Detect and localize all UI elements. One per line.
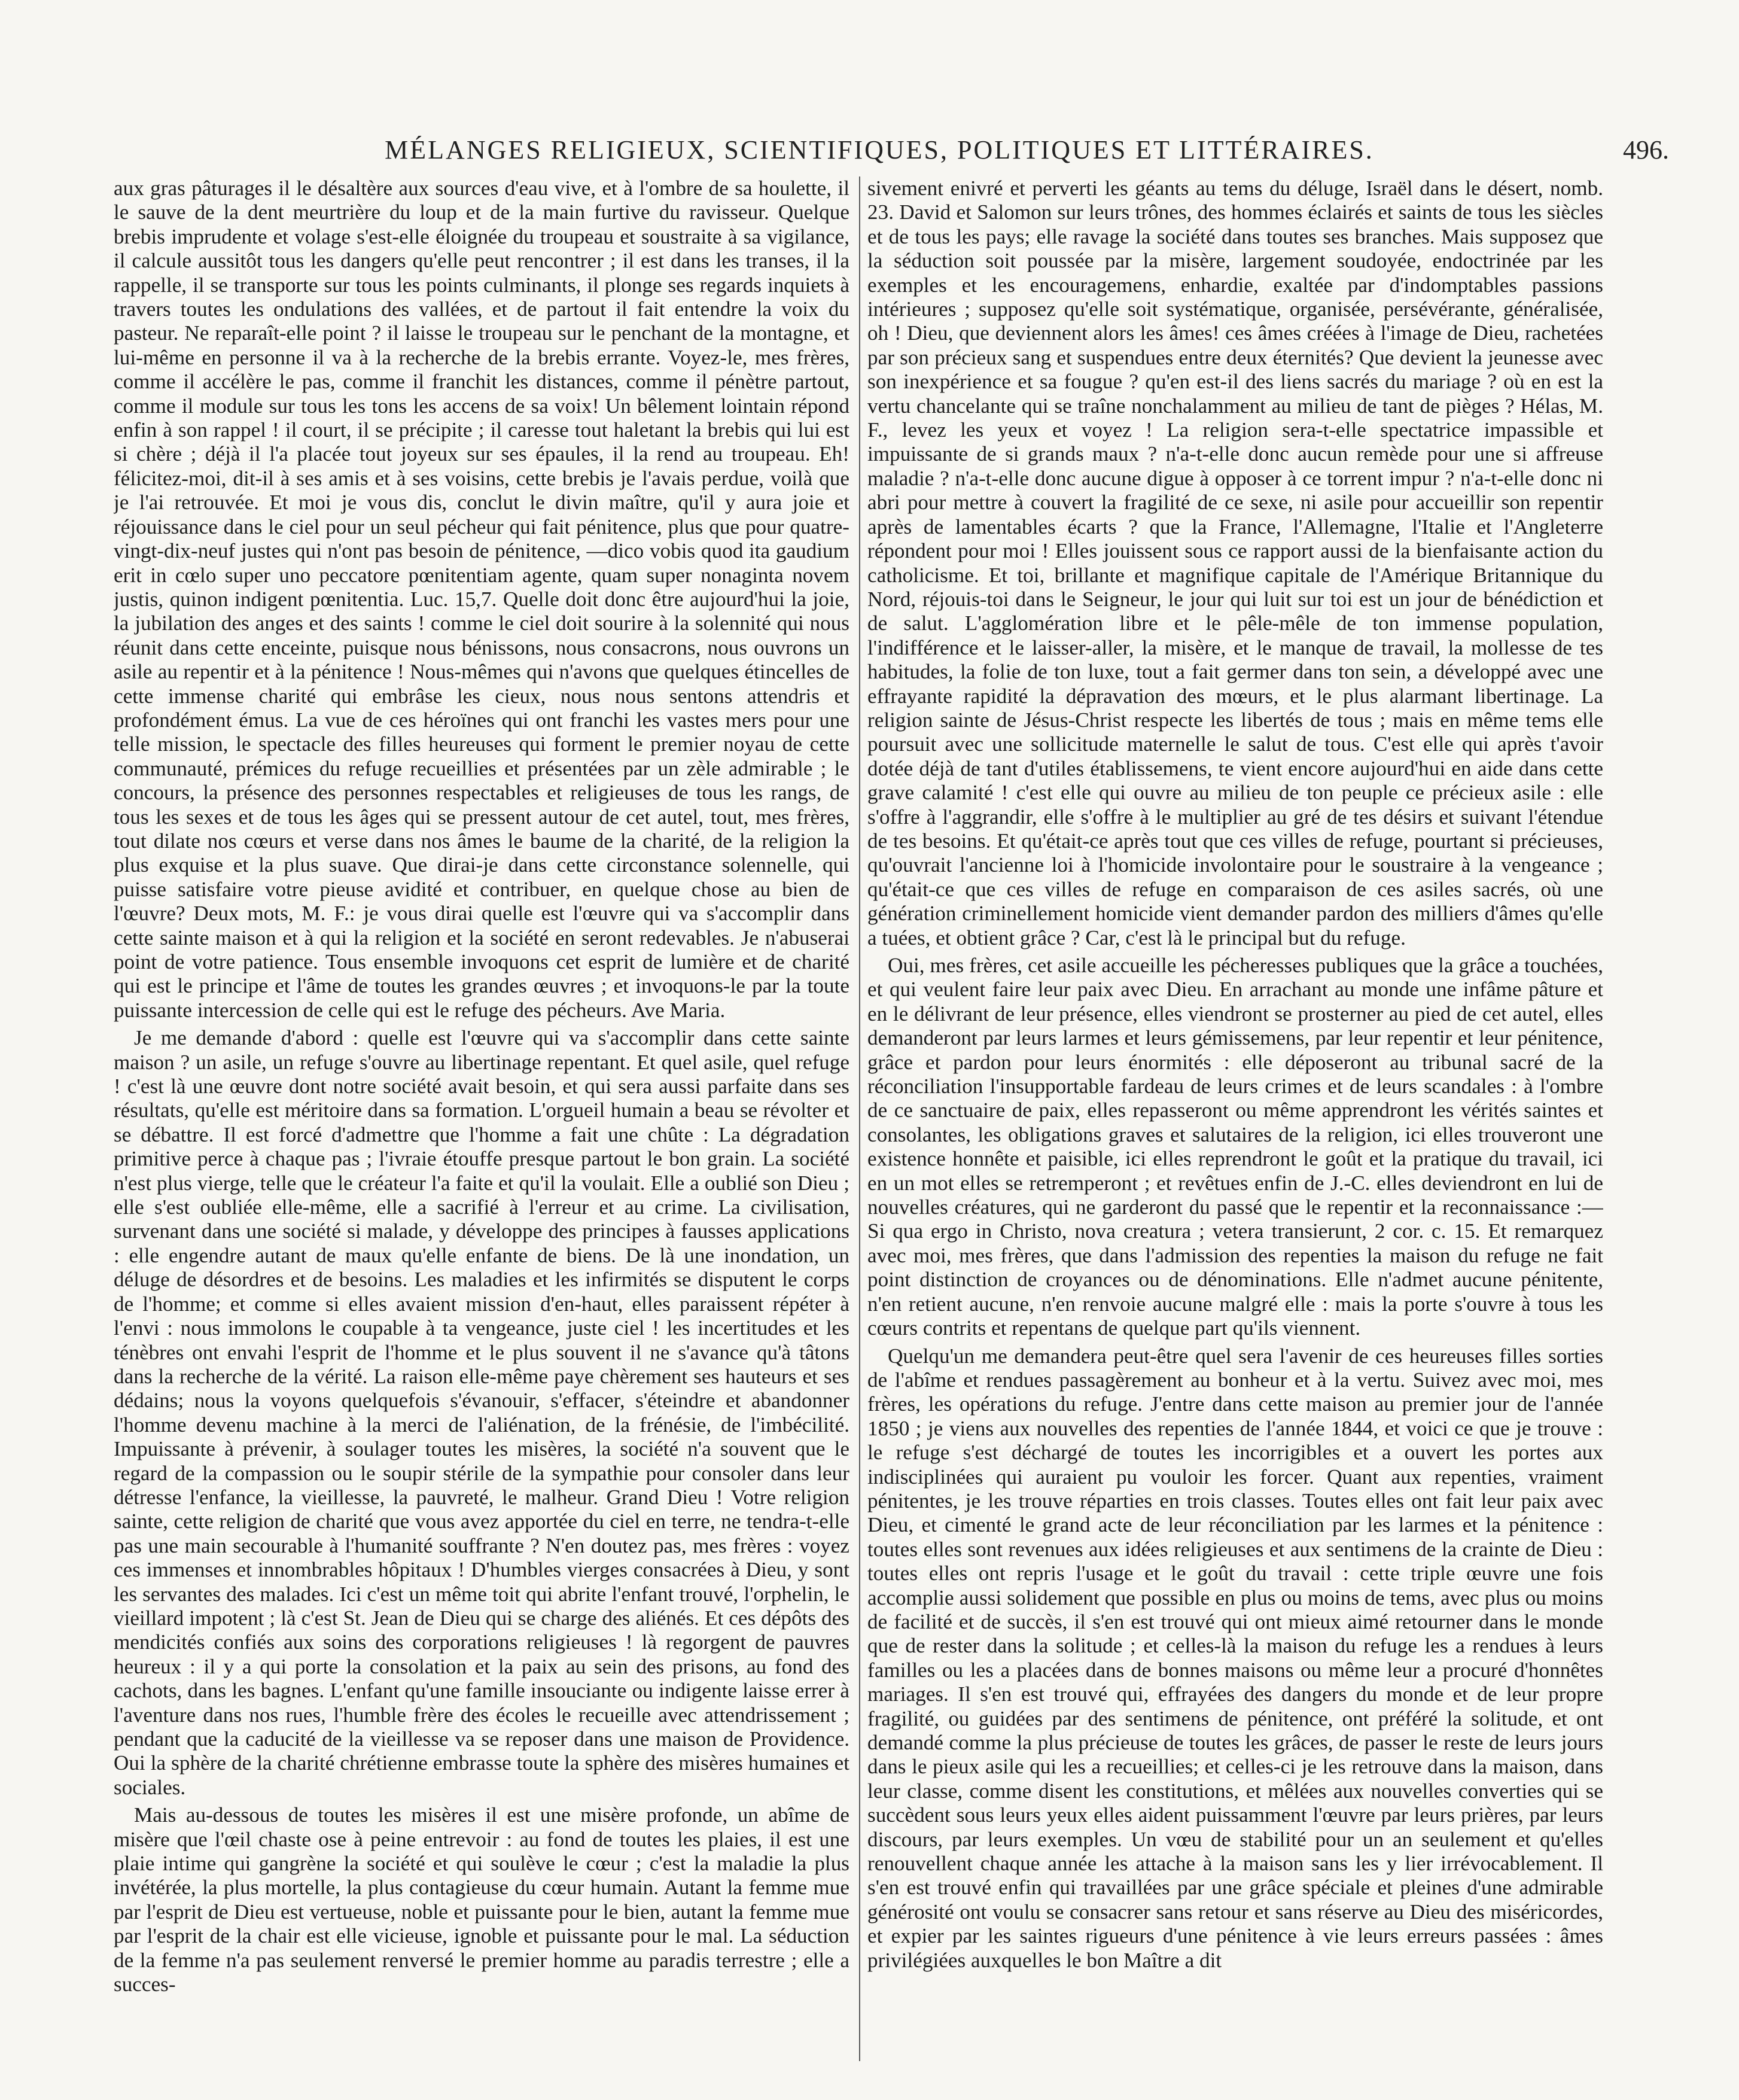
- left-paragraph-1: aux gras pâturages il le désaltère aux sources d'eau vive, et à l'ombre de sa houlette, il le sauve de la dent meurtrière du loup et de la main furtive du ravisseur. Quelque brebis imprudente et volage s'est-elle éloignée du troupeau et soustraite à sa vigilance, il calcule aussitôt tous les dangers qu'elle peut rencontrer ; il est dans les transes, il la rappelle, il se transporte sur tous les points culminants, il plonge ses regards inquiets à travers toutes les ondulations des vallées, et de partout il fait entendre la voix du pasteur. Ne reparaît-elle point ? il laisse le troupeau sur le penchant de la montagne, et lui-même en personne il va à la recherche de la brebis errante. Voyez-le, mes frères, comme il accélère le pas, comme il franchit les distances, comme il pénètre partout, comme il module sur tous les tons les accens de sa voix! Un bêlement lointain répond enfin à son rappel ! il court, il se précipite ; il caresse tout haletant la brebis qui lui est si chère ; déjà il l'a placée tout joyeux sur ses épaules, il la rend au troupeau. Eh! félicitez-moi, dit-il à ses amis et à ses voisins, cette brebis je l'avais perdue, voilà que je l'ai retrouvée. Et moi je vous dis, conclut le divin maître, qu'il y aura joie et réjouissance dans le ciel pour un seul pécheur qui fait pénitence, plus que pour quatre-vingt-dix-neuf justes qui n'ont pas besoin de pénitence, —dico vobis quod ita gaudium erit in cœlo super uno peccatore pœnitentiam agente, quam super nonaginta novem justis, quinon indigent pœnitentia. Luc. 15,7. Quelle doit donc être aujourd'hui la joie, la jubilation des anges et des saints ! comme le ciel doit sourire à la solennité qui nous réunit dans cette enceinte, puisque nous bénissons, nous consacrons, nous ouvrons un asile au repentir et à la pénitence ! Nous-mêmes qui n'avons que quelques étincelles de cette immense charité qui embrâse les cieux, nous nous sentons attendris et profondément émus. La vue de ces héroïnes qui ont franchi les vastes mers pour une telle mission, le spectacle des filles heureuses qui forment le premier noyau de cette communauté, prémices du refuge recueillies et présentées par un zèle admirable ; le concours, la présence des personnes respectables et religieuses de tous les rangs, de tous les sexes et de tous les âges qui se pressent autour de cet autel, tout, mes frères, tout dilate nos cœurs et verse dans nos âmes le baume de la charité, de la religion la plus exquise et la plus suave. Que dirai-je dans cette circonstance solennelle, qui puisse satisfaire votre pieuse avidité et contribuer, en quelque chose au bien de l'œuvre? Deux mots, M. F.: je vous dirai quelle est l'œuvre qui va s'accomplir dans cette sainte maison et à qui la religion et la société en seront redevables. Je n'abuserai point de votre patience. Tous ensemble invoquons cet esprit de lumière et de charité qui est le principe et l'âme de toutes les grandes œuvres ; et invoquons-le par la toute puissante intercession de celle qui est le refuge des pécheurs. Ave Maria.: [114, 176, 849, 1022]
- column-divider: [859, 176, 860, 2061]
- running-title: MÉLANGES RELIGIEUX, SCIENTIFIQUES, POLITIQUES ET LITTÉRAIRES.: [385, 135, 1374, 165]
- right-column: [867, 176, 1603, 2061]
- page-number: 496.: [1623, 135, 1669, 165]
- left-paragraph-3: Mais au-dessous de toutes les misères il est une misère profonde, un abîme de misère que l'œil chaste ose à peine entrevoir : au fond de toutes les plaies, il est une plaie intime qui gangrène la société et qui soulève le cœur ; c'est la maladie la plus invétérée, la plus mortelle, la plus contagieuse du cœur humain. Autant la femme mue par l'esprit de Dieu est vertueuse, noble et puissante pour le bien, autant la femme mue par l'esprit de la chair est elle vicieuse, ignoble et puissante pour le mal. La séduction de la femme n'a pas seulement renversé le premier homme au paradis terrestre ; elle a succes-: [114, 1803, 849, 1996]
- right-paragraph-3: Quelqu'un me demandera peut-être quel sera l'avenir de ces heureuses filles sorties de l'abîme et rendues passagèrement au bonheur et à la vertu. Suivez avec moi, mes frères, les opérations du refuge. J'entre dans cette maison au premier jour de l'année 1850 ; je viens aux nouvelles des repenties de l'année 1844, et voici ce que je trouve : le refuge s'est déchargé de toutes les incorrigibles et a ouvert les portes aux indisciplinées qui auraient pu vouloir les forcer. Quant aux repenties, vraiment pénitentes, je les trouve réparties en trois classes. Toutes elles ont fait leur paix avec Dieu, et cimenté le grand acte de leur réconciliation par les larmes et la pénitence : toutes elles sont revenues aux idées religieuses et aux sentimens de la crainte de Dieu : toutes elles ont repris l'usage et le goût du travail : cette triple œuvre une fois accomplie aussi solidement que possible en plus ou moins de tems, avec plus ou moins de facilité et de succès, il s'en est trouvé qui ont mieux aimé retourner dans le monde que de rester dans la solitude ; et celles-là la maison du refuge les a rendues à leurs familles ou les a placées dans de bonnes maisons ou même leur a procuré d'honnêtes mariages. Il s'en est trouvé qui, effrayées des dangers du monde et de leur propre fragilité, ou guidées par des sentimens de pénitence, ont préféré la solitude, et ont demandé comme la plus précieuse de toutes les grâces, de passer le reste de leurs jours dans le pieux asile qui les a recueillies; et celles-ci je les retrouve dans la maison, dans leur classe, comme disent les constitutions, et mêlées aux nouvelles converties qui se succèdent sous leurs yeux elles aident puissamment l'œuvre par leurs prières, par leurs discours, par leurs exemples. Un vœu de stabilité pour un an seulement et qu'elles renouvellent chaque année les attache à la maison sans les y lier irrévocablement. Il s'en est trouvé enfin qui travaillées par une grâce spéciale et pleines d'une admirable générosité ont voulu se consacrer sans retour et sans réserve au Dieu des miséricordes, et expier par les saintes rigueurs d'une pénitence à vie leurs erreurs passées : âmes privilégiées auxquelles le bon Maître a dit: [867, 1344, 1603, 1972]
- right-paragraph-2: Oui, mes frères, cet asile accueille les pécheresses publiques que la grâce a touchées, et qui veulent faire leur paix avec Dieu. En arrachant au monde une infâme pâture et en le délivrant de leur présence, elles viendront se prosterner au pied de cet autel, elles demanderont par leurs larmes et leurs gémissemens, par leur repentir et leur pénitence, grâce et pardon pour leurs énormités : elle déposeront au tribunal sacré de la réconciliation l'insupportable fardeau de leurs crimes et de leurs scandales : à l'ombre de ce sanctuaire de paix, elles repasseront ou même apprendront les vérités saintes et consolantes, les obligations graves et salutaires de la religion, ici elles trouveront une existence honnête et paisible, ici elles reprendront le goût et la pratique du travail, ici en un mot elles se retremperont ; et revêtues enfin de J.-C. elles deviendront en lui de nouvelles créatures, qui ne garderont du passé que le repentir et la reconnaissance :—Si qua ergo in Christo, nova creatura ; vetera transierunt, 2 cor. c. 15. Et remarquez avec moi, mes frères, que dans l'admission des repenties la maison du refuge ne fait point distinction de croyances ou de dénominations. Elle n'admet aucune pénitente, n'en retient aucune, n'en renvoie aucune malgré elle : mais la porte s'ouvre à tous les cœurs contrits et repentans de quelque part qu'ils viennent.: [867, 954, 1603, 1340]
- page-header: [90, 135, 1669, 176]
- left-paragraph-2: Je me demande d'abord : quelle est l'œuvre qui va s'accomplir dans cette sainte maison ? un asile, un refuge s'ouvre au libertinage repentant. Et quel asile, quel refuge ! c'est là une œuvre dont notre société avait besoin, et qui sera aussi parfaite dans ses résultats, qu'elle est méritoire dans sa formation. L'orgueil humain a beau se révolter et se débattre. Il est forcé d'admettre que l'homme a fait une chûte : La dégradation primitive perce à chaque pas ; l'ivraie étouffe presque partout le bon grain. La société n'est plus vierge, telle que le créateur l'a faite et qu'il la voulait. Elle a oublié son Dieu ; elle s'est oubliée elle-même, elle a sacrifié à l'erreur et au crime. La civilisation, survenant dans une société si malade, y développe des principes à fausses applications : elle engendre autant de maux qu'elle enfante de biens. De là une inondation, un déluge de désordres et de besoins. Les maladies et les infirmités se disputent le corps de l'homme; et comme si elles avaient mission d'en-haut, elles paraissent répéter à l'envi : nous immolons le coupable à ta vengeance, juste ciel ! les incertitudes et les ténèbres ont envahi l'esprit de l'homme et le plus souvent il ne s'avance qu'à tâtons dans la recherche de la vérité. La raison elle-même paye chèrement ses hauteurs et ses dédains; nous la voyons quelquefois s'évanouir, s'effacer, s'éteindre et abandonner l'homme devenu machine à la merci de l'aliénation, de la frénésie, de l'imbécilité. Impuissante à prévenir, à soulager toutes les misères, la société n'a souvent que le regard de la compassion ou le soupir stérile de la sympathie pour consoler dans leur détresse l'enfance, la vieillesse, la pauvreté, le malheur. Grand Dieu ! Votre religion sainte, cette religion de charité que vous avez apportée du ciel en terre, ne tendra-t-elle pas une main secourable à l'humanité souffrante ? N'en doutez pas, mes frères : voyez ces immenses et innombrables hôpitaux ! D'humbles vierges consacrées à Dieu, y sont les servantes des malades. Ici c'est un même toit qui abrite l'enfant trouvé, l'orphelin, le vieillard impotent ; là c'est St. Jean de Dieu qui se charge des aliénés. Et ces dépôts des mendicités confiés aux soins des corporations religieuses ! là regorgent de pauvres heureux : il y a qui porte la consolation et la paix au sein des prisons, au fond des cachots, dans les bagnes. L'enfant qu'une famille insouciante ou indigente laisse errer à l'aventure dans nos rues, l'humble frère des écoles le recueille avec attendrissement ; pendant que la caducité de la vieillesse va se reposer dans une maison de Providence. Oui la sphère de la charité chrétienne embrasse toute la sphère des misères humaines et sociales.: [114, 1026, 849, 1799]
- left-column: [114, 176, 849, 2061]
- right-paragraph-1: sivement enivré et perverti les géants au tems du déluge, Israël dans le désert, nomb. 23. David et Salomon sur leurs trônes, des hommes éclairés et saints de tous les siècles et de tous les pays; elle ravage la société dans toutes ses branches. Mais supposez que la séduction soit poussée par la misère, largement soudoyée, endoctrinée par les exemples et les encouragemens, enhardie, exaltée par d'indomptables passions intérieures ; supposez qu'elle soit systématique, organisée, persévérante, généralisée, oh ! Dieu, que deviennent alors les âmes! ces âmes créées à l'image de Dieu, rachetées par son précieux sang et suspendues entre deux éternités? Que devient la jeunesse avec son inexpérience et sa fougue ? qu'en est-il des liens sacrés du mariage ? où en est la vertu chancelante qui se traîne nonchalamment au milieu de tant de pièges ? Hélas, M. F., levez les yeux et voyez ! La religion sera-t-elle spectatrice impassible et impuissante de si grands maux ? n'a-t-elle donc aucun remède pour une si affreuse maladie ? n'a-t-elle donc aucune digue à opposer à ce torrent impur ? n'a-t-elle donc ni abri pour mettre à couvert la fragilité de ce sexe, ni asile pour accueillir son repentir après de lamentables écarts ? que la France, l'Allemagne, l'Italie et l'Angleterre répondent pour moi ! Elles jouissent sous ce rapport aussi de la bienfaisante action du catholicisme. Et toi, brillante et magnifique capitale de l'Amérique Britannique du Nord, réjouis-toi dans le Seigneur, le jour qui luit sur toi est un jour de bénédiction et de salut. L'agglomération libre et le pêle-mêle de ton immense population, l'indifférence et le laisser-aller, la misère, et le manque de travail, la mollesse de tes habitudes, la folie de ton luxe, tout a fait germer dans ton sein, a développé avec une effrayante rapidité la dépravation des mœurs, et le plus alarmant libertinage. La religion sainte de Jésus-Christ respecte les libertés de tous ; mais en même tems elle poursuit avec une sollicitude maternelle le salut de tous. C'est elle qui après t'avoir dotée déjà de tant d'utiles établissemens, te vient encore aujourd'hui en aide dans cette grave calamité ! c'est elle qui ouvre au milieu de ton peuple ce précieux asile : elle s'offre à l'aggrandir, elle s'offre à le multiplier au gré de tes désirs et suivant l'étendue de tes besoins. Et qu'était-ce après tout que ces villes de refuge, pourtant si précieuses, qu'ouvrait l'ancienne loi à l'homicide involontaire pour le soustraire à la vengeance ; qu'était-ce que ces villes de refuge en comparaison de ces asiles sacrés, où une génération criminellement homicide vient demander pardon des milliers d'âmes qu'elle a tuées, et obtient grâce ? Car, c'est là le principal but du refuge.: [867, 176, 1603, 949]
